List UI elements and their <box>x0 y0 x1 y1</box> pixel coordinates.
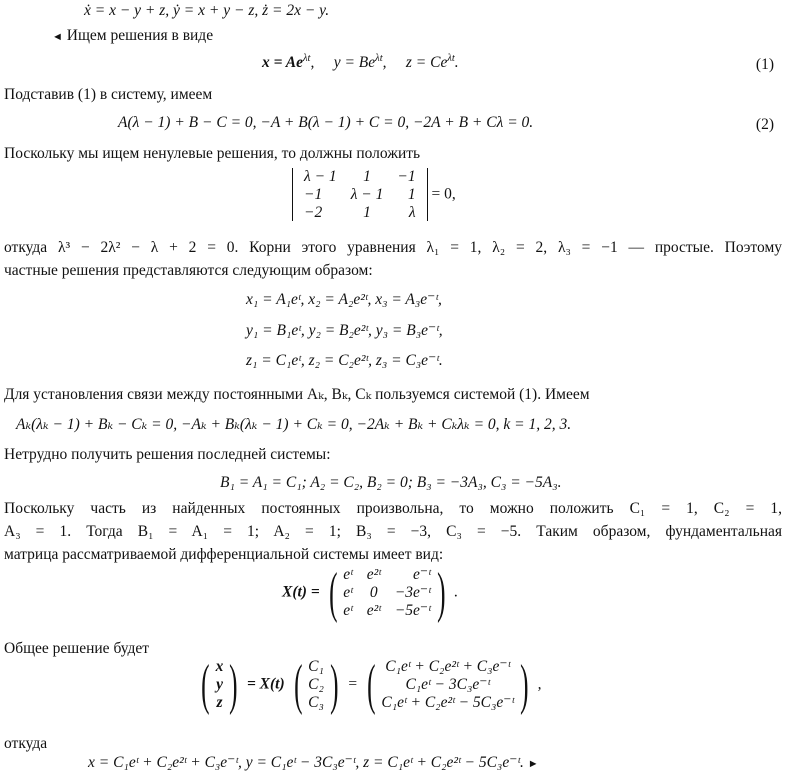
gen-mid: = X(t) <box>246 675 285 693</box>
substitute-text: Подставив (1) в систему, имеем <box>4 86 213 103</box>
eq1-x: x = Ae <box>262 54 303 71</box>
fundamental-matrix-equation <box>282 561 459 624</box>
roots-line-1: откуда λ³ − 2λ² − λ + 2 = 0. Корни этого уравнения λ₁ = 1, λ₂ = 2, λ₃ = −1 — простые. Поэтому <box>4 239 782 256</box>
system-equation: ẋ = x − y + z, ẏ = x + y − z, ż = 2x − y. <box>84 2 330 19</box>
fund-cell: eᵗ <box>343 601 353 619</box>
arbitrary-line-3: матрица рассматриваемой дифференциальной системы имеет вид: <box>4 546 444 563</box>
fund-cell: −5e⁻ᵗ <box>394 601 431 619</box>
det-cell: λ <box>408 203 416 221</box>
seek-text: Ищем решения в виде <box>66 27 214 44</box>
vec-cell: x <box>215 658 224 675</box>
nonzero-text: Поскольку мы ищем ненулевые решения, то должны положить <box>4 145 421 162</box>
fund-cell: eᵗ <box>343 566 353 583</box>
equation-1-label: (1) <box>755 56 774 73</box>
vector-xyz: ( x y z ) <box>201 653 238 716</box>
equation-2-label: (2) <box>755 116 774 133</box>
particular-row-y: y₁ = B₁eᵗ, y₂ = B₂e²ᵗ, y₃ = B₃e⁻ᵗ, <box>246 322 443 339</box>
arbitrary-line-2: A₃ = 1. Тогда B₁ = A₁ = 1; A₂ = 1; B₃ = −3, C₃ = −5. Таким образом, фундаментальная <box>4 523 782 540</box>
determinant-equation <box>292 168 456 221</box>
fund-cell: e²ᵗ <box>366 566 381 583</box>
general-text: Общее решение будет <box>4 640 150 657</box>
equation-2: A(λ − 1) + B − C = 0, −A + B(λ − 1) + C = 0, −2A + B + Cλ = 0. <box>118 114 534 131</box>
vec-cell: C₃ <box>308 693 324 711</box>
gen-cell: C₁eᵗ + C₂e²ᵗ + C₃e⁻ᵗ <box>385 658 511 675</box>
eq1-y: y = Be <box>333 54 376 71</box>
vec-cell: z <box>216 693 223 711</box>
particular-row-x: x₁ = A₁eᵗ, x₂ = A₂e²ᵗ, x₃ = A₃e⁻ᵗ, <box>246 291 442 308</box>
fund-cell: −3e⁻ᵗ <box>394 583 431 601</box>
relation-equation: Aₖ(λₖ − 1) + Bₖ − Cₖ = 0, −Aₖ + Bₖ(λₖ − 1) + Cₖ = 0, −2Aₖ + Bₖ + Cₖλₖ = 0, k = 1, 2, 3. <box>16 416 572 433</box>
seek-line <box>52 27 213 46</box>
arbitrary-line-1: Поскольку часть из найденных постоянных произвольна, то можно положить C₁ = 1, C₂ = 1, <box>4 500 782 517</box>
determinant <box>292 168 428 221</box>
end-marker: ► <box>527 758 539 770</box>
final-eq: x = C₁eᵗ + C₂e²ᵗ + C₃e⁻ᵗ, y = C₁eᵗ − 3C₃e⁻ᵗ, z = C₁eᵗ + C₂e²ᵗ − 5C₃e⁻ᵗ. <box>88 754 524 771</box>
easy-text: Нетрудно получить решения последней системы: <box>4 446 331 463</box>
det-cell: 1 <box>363 168 371 185</box>
whence-text: откуда <box>4 735 48 752</box>
gen-cell: C₁eᵗ + C₂e²ᵗ − 5C₃e⁻ᵗ <box>381 693 515 711</box>
eq1-z-exp: λt <box>447 52 455 64</box>
general-solution-equation <box>196 653 542 716</box>
gen-tail: , <box>537 675 542 693</box>
fundamental-matrix: ( eᵗ e²ᵗ e⁻ᵗ eᵗ 0 −3e⁻ᵗ eᵗ e²ᵗ −5e⁻ᵗ ) <box>328 561 446 624</box>
eq1-y-exp: λt <box>375 52 383 64</box>
fund-lhs: X(t) = <box>282 583 320 601</box>
vec-cell: y <box>216 675 223 693</box>
det-cell: −1 <box>397 168 416 185</box>
eq1-x-exp: λt <box>302 52 311 64</box>
fund-cell: 0 <box>369 583 378 601</box>
eq1-z: z = Ce <box>405 54 448 71</box>
determinant-table <box>297 168 423 221</box>
fund-cell: e⁻ᵗ <box>413 566 431 583</box>
fund-tail: . <box>454 583 459 601</box>
det-cell: λ − 1 <box>350 185 384 203</box>
relation-text: Для установления связи между постоянными Aₖ, Bₖ, Cₖ пользуемся системой (1). Имеем <box>4 386 590 403</box>
gen-cell: C₁eᵗ − 3C₃e⁻ᵗ <box>405 675 491 693</box>
begin-marker: ◄ <box>52 31 63 43</box>
equation-1: $x = Ae^{\lambda t}$, $y = Be^{\lambda t}$, $z = Ce^{\lambda t}$. <box>262 52 459 71</box>
fund-cell: e²ᵗ <box>366 601 381 619</box>
det-cell: 1 <box>407 185 416 203</box>
final-equation <box>88 754 539 773</box>
roots-line-2: частные решения представляются следующим образом: <box>4 262 373 279</box>
vector-solution: ( C₁eᵗ + C₂e²ᵗ + C₃e⁻ᵗ C₁eᵗ − 3C₃e⁻ᵗ C₁eᵗ + C₂e²ᵗ − 5C₃e⁻ᵗ ) <box>366 653 529 716</box>
fund-cell: eᵗ <box>343 583 353 601</box>
det-cell: −2 <box>304 203 323 221</box>
det-cell: λ − 1 <box>304 168 337 185</box>
det-tail: = 0, <box>431 185 456 203</box>
det-cell: 1 <box>363 203 371 221</box>
vector-c: ( C₁ C₂ C₃ ) <box>293 653 339 716</box>
det-cell: −1 <box>304 185 323 203</box>
solution-equation: B₁ = A₁ = C₁; A₂ = C₂, B₂ = 0; B₃ = −3A₃, C₃ = −5A₃. <box>220 474 562 491</box>
gen-eq: = <box>347 675 358 693</box>
vec-cell: C₁ <box>308 658 324 675</box>
particular-row-z: z₁ = C₁eᵗ, z₂ = C₂e²ᵗ, z₃ = C₃e⁻ᵗ. <box>246 352 443 369</box>
vec-cell: C₂ <box>308 675 324 693</box>
